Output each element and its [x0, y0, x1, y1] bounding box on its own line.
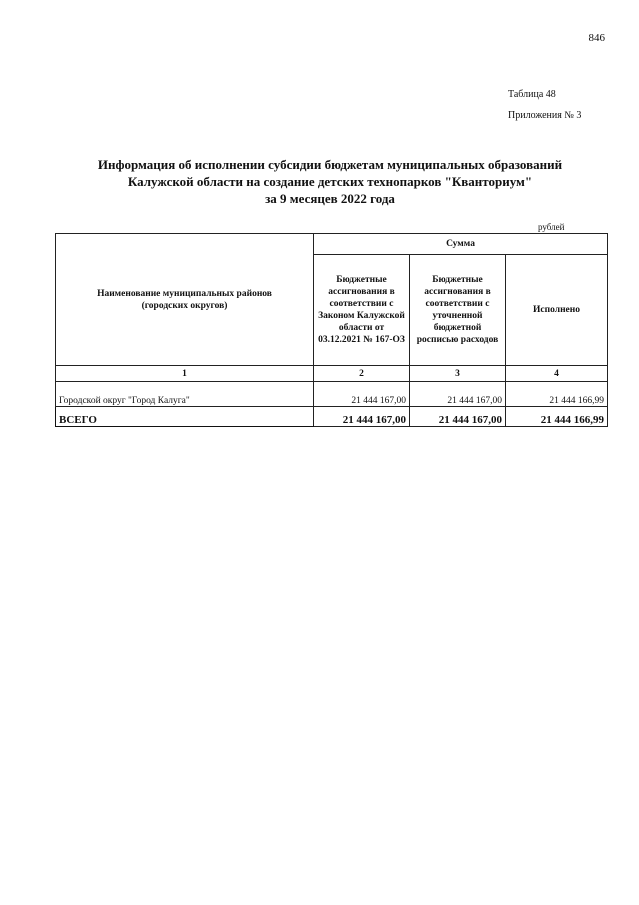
row-law-amount: 21 444 167,00: [314, 382, 410, 407]
sum-header: Сумма: [314, 234, 608, 255]
appendix-ref: Приложения № 3: [508, 110, 582, 121]
page-number: 846: [588, 32, 605, 44]
column-number-row: [56, 366, 608, 382]
total-law-amount: 21 444 167,00: [314, 407, 410, 427]
title-line-3: за 9 месяцев 2022 года: [265, 191, 395, 206]
unit-label: рублей: [538, 222, 565, 232]
row-executed-amount: 21 444 166,99: [506, 382, 608, 407]
title-line-2: Калужской области на создание детских технопарков "Кванториум": [127, 174, 533, 189]
row-refined-amount: 21 444 167,00: [410, 382, 506, 407]
total-executed-amount: 21 444 166,99: [506, 407, 608, 427]
table-row: [56, 382, 608, 407]
col-executed-header: Исполнено: [506, 255, 608, 366]
col-name-header: Наименование муниципальных районов (городских округов): [56, 234, 314, 366]
col-number: 1: [56, 366, 314, 382]
document-title: [40, 156, 620, 207]
total-row: [56, 407, 608, 427]
table-ref: Таблица 48: [508, 89, 556, 100]
col-number: 2: [314, 366, 410, 382]
col-refined-header: Бюджетные ассигнования в соответствии с уточненной бюджетной росписью расходов: [410, 255, 506, 366]
title-line-1: Информация об исполнении субсидии бюджетам муниципальных образований: [97, 157, 563, 172]
subsidy-table: [55, 233, 608, 427]
row-name: Городской округ "Город Калуга": [56, 382, 314, 407]
col-number: 4: [506, 366, 608, 382]
col-number: 3: [410, 366, 506, 382]
total-refined-amount: 21 444 167,00: [410, 407, 506, 427]
total-label: ВСЕГО: [56, 407, 314, 427]
col-law-header: Бюджетные ассигнования в соответствии с Законом Калужской области от 03.12.2021 № 167-ОЗ: [314, 255, 410, 366]
